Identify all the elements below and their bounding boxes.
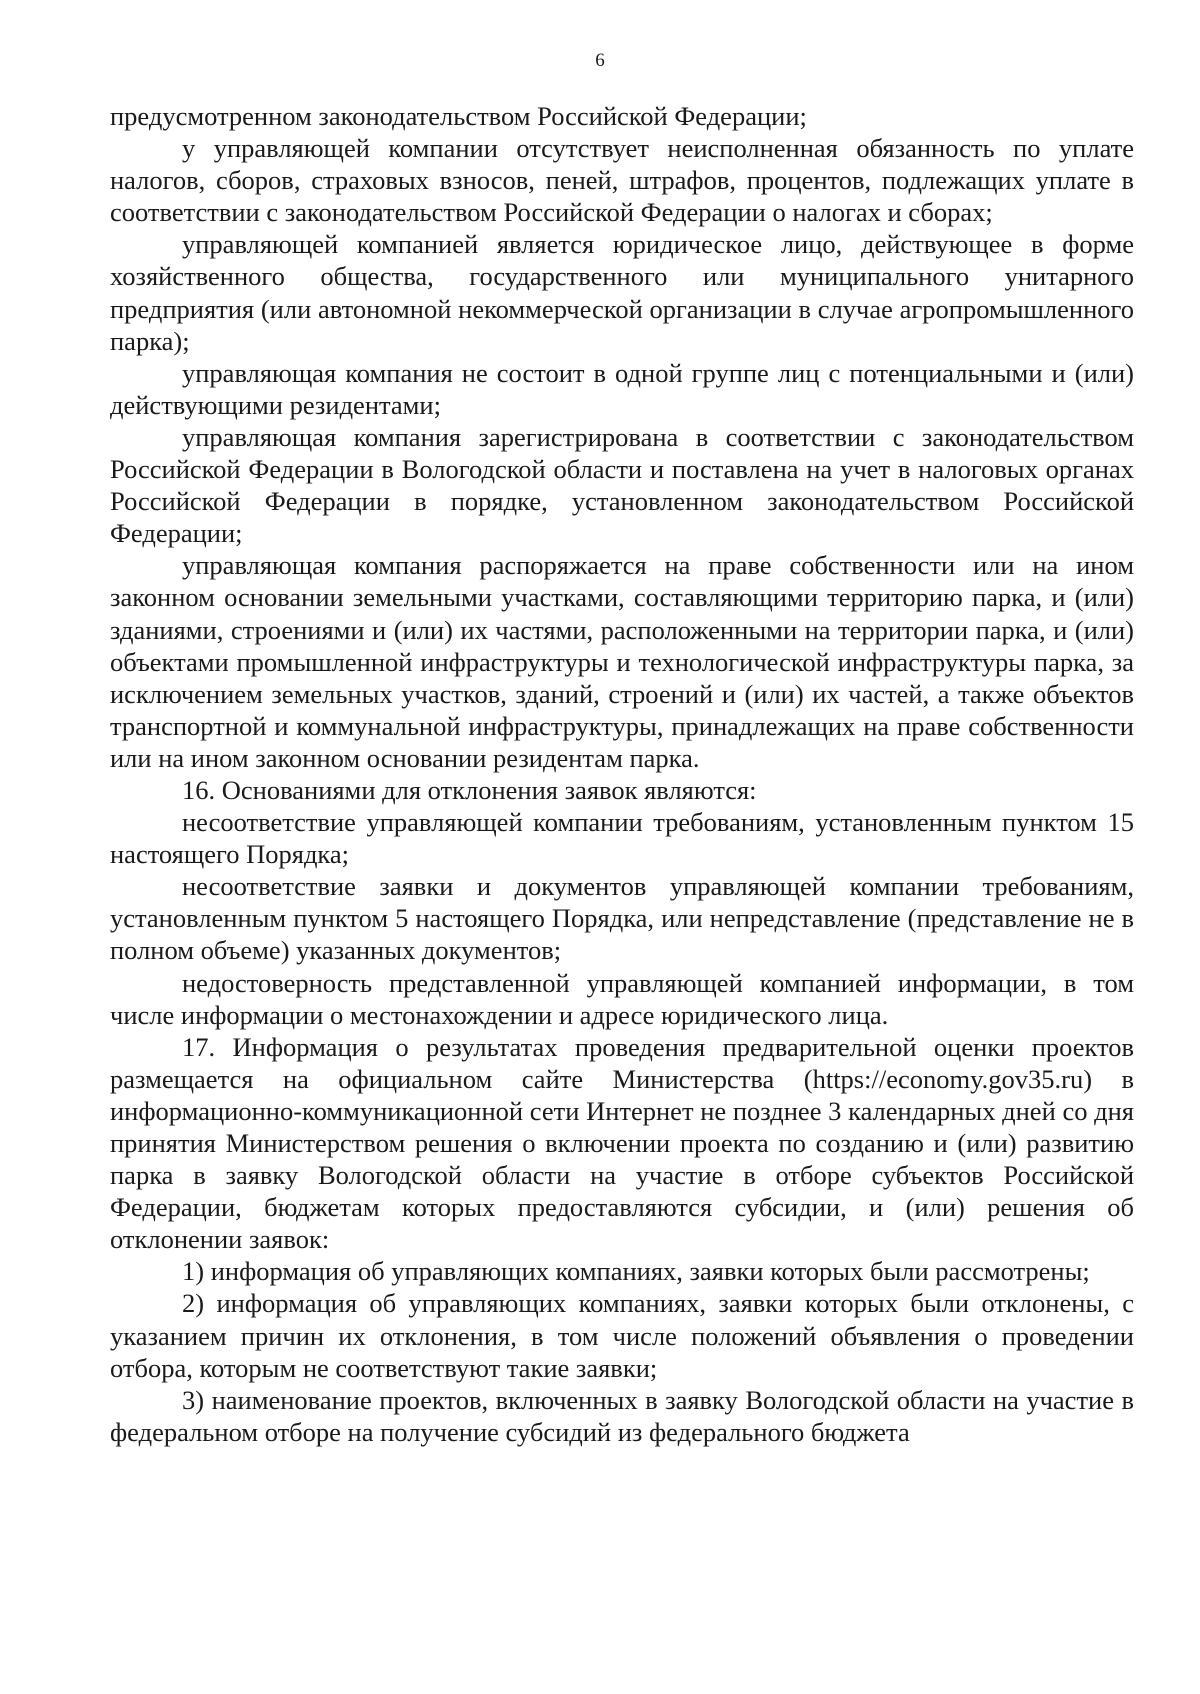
paragraph-item-16: 16. Основаниями для отклонения заявок являются:	[182, 774, 757, 805]
paragraph-mismatch-documents: несоответствие заявки и документов управляющей компании требованиям, установленным пунктом 5 настоящего Порядка, или непредставление (представление не в полном объеме) указанных документов;	[110, 871, 1134, 966]
paragraph-list-item-3: 3) наименование проектов, включенных в заявку Вологодской области на участие в федеральном отборе на получение субсидий из федерального бюджета	[110, 1384, 1134, 1447]
paragraph-legal-entity-form: управляющей компанией является юридическое лицо, действующее в форме хозяйственного общества, государственного или муниципального унитарного предприятия (или автономной некоммерческой организации в случае агропромышленного парка);	[110, 229, 1134, 356]
paragraph-inaccurate-info: недостоверность представленной управляющей компанией информации, в том числе информации о местонахождении и адресе юридического лица.	[110, 967, 1134, 1030]
paragraph-property-rights: управляющая компания распоряжается на праве собственности или на ином законном основании земельными участками, составляющими территорию парка, и (или) зданиями, строениями и (или) их частями, расположенными на территории парка, и (или) объектами промышленной инфраструктуры и технологической инфраструктуры парка, за исключением земельных участков, зданий, строений и (или) их частей, а также объектов транспортной и коммунальной инфраструктуры, принадлежащих на праве собственности или на ином законном основании резидентам парка.	[110, 550, 1134, 773]
paragraph-list-item-1: 1) информация об управляющих компаниях, заявки которых были рассмотрены;	[182, 1256, 1090, 1287]
paragraph-continuation: предусмотренном законодательством Российской Федерации;	[110, 101, 807, 131]
paragraph-mismatch-requirements: несоответствие управляющей компании требованиям, установленным пунктом 15 настоящего Порядка;	[110, 807, 1134, 870]
paragraph-list-item-2: 2) информация об управляющих компаниях, заявки которых были отклонены, с указанием причин их отклонения, в том числе положений объявления о проведении отбора, которым не соответствуют такие заявки;	[110, 1288, 1134, 1383]
paragraph-tax-obligations: у управляющей компании отсутствует неисполненная обязанность по уплате налогов, сборов, страховых взносов, пеней, штрафов, процентов, подлежащих уплате в соответствии с законодательством Российской Федерации о налогах и сборах;	[110, 133, 1134, 228]
paragraph-registration: управляющая компания зарегистрирована в соответствии с законодательством Российской Федерации в Вологодской области и поставлена на учет в налоговых органах Российской Федерации в порядке, установленном законодательством Российской Федерации;	[110, 421, 1134, 549]
page-number: 6	[595, 50, 605, 71]
paragraph-item-17: 17. Информация о результатах проведения предварительной оценки проектов размещается на официальном сайте Министерства (https://economy.gov35.ru) в информационно-коммуникационной сети Интернет не позднее 3 календарных дней со дня принятия Министерством решения о включении проекта по созданию и (или) развитию парка в заявку Вологодской области на участие в отборе субъектов Российской Федерации, бюджетам которых предоставляются субсидии, и (или) решения об отклонении заявок:	[110, 1031, 1134, 1255]
paragraph-group-of-persons: управляющая компания не состоит в одной группе лиц с потенциальными и (или) действующими резидентами;	[110, 357, 1134, 420]
document-body	[110, 100, 1134, 1448]
